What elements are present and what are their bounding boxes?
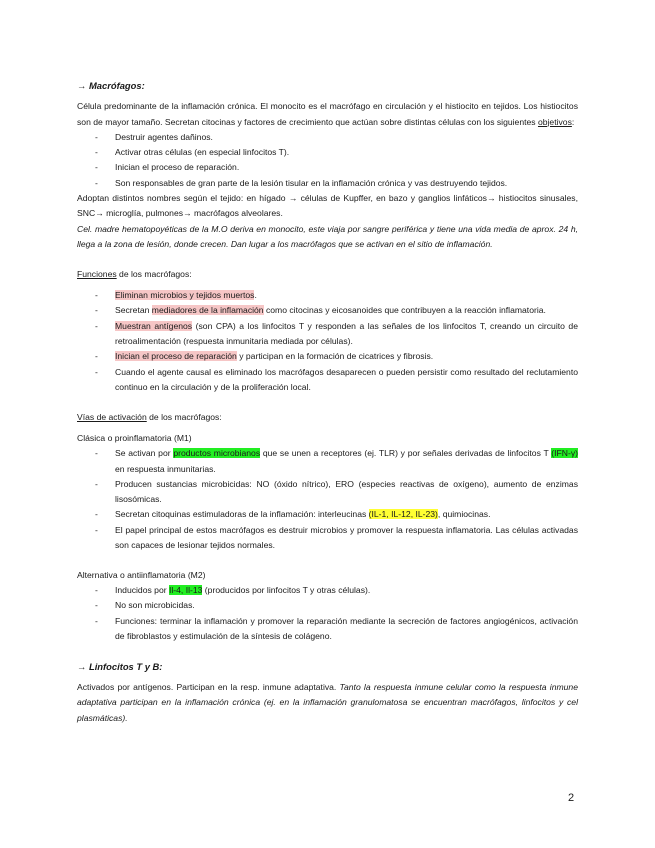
list-item: - Muestran antígenos (son CPA) a los linfocitos T y responden a las señales de los linfocitos T, creando un circuito de retroalimentación (respuesta inmunitaria mediada por células). [77,319,578,350]
list-item: - Inducidos por Il-4, Il-13 (producidos por linfocitos T y otras células). [77,583,578,598]
clasica-list [77,446,578,553]
alternativa-list [77,583,578,644]
list-item: - Son responsables de gran parte de la lesión tisular en la inflamación crónica y vas destruyendo tejidos. [77,176,578,191]
list-item: - Inician el proceso de reparación y participan en la formación de cicatrices y fibrosis. [77,349,578,364]
list-item: - Eliminan microbios y tejidos muertos. [77,288,578,303]
funciones-title: Funciones de los macrófagos: [77,268,192,279]
list-item: - El papel principal de estos macrófagos es destruir microbios y promover la respuesta inflamatoria. Las células activadas son capaces de lesionar tejidos normales. [77,523,578,554]
nombres-paragraph: Adoptan distintos nombres según el tejido: en hígado → células de Kupffer, en bazo y ganglios linfáticos→ histiocitos sinusales, SNC→ microglía, pulmones→ macrófagos alveolares. [77,193,578,219]
objetivos-list [77,130,578,191]
document-body [77,78,578,726]
list-item: - Activar otras células (en especial linfocitos T). [77,145,578,160]
list-item: - Secretan citoquinas estimuladoras de la inflamación: interleucinas (IL-1, IL-12, IL-23), quimiocinas. [77,507,578,522]
list-item: - Producen sustancias microbicidas: NO (óxido nítrico), ERO (especies reactivas de oxígeno), aumento de enzimas lisosómicas. [77,477,578,508]
linfocitos-heading: → Linfocitos T y B: [77,660,163,672]
list-item: - Secretan mediadores de la inflamación como citocinas y eicosanoides que contribuyen a la reacción inflamatoria. [77,303,578,318]
linfocitos-paragraph: Activados por antígenos. Participan en la resp. inmune adaptativa. Tanto la respuesta inmune celular como la respuesta inmune adaptativa participan en la inflamación crónica (ej. en la inflamación granulomatosa se encuentran macrófagos, linfocitos y cel plasmáticas). [77,682,578,723]
italic-note: Cel. madre hematopoyéticas de la M.O deriva en monocito, este viaja por sangre periférica y tiene una vida media de aprox. 24 h, llega a la zona de lesión, donde crecen. Dan lugar a los macrófagos que se activan en el sitio de inflamación. [77,223,578,249]
macrofagos-intro: Célula predominante de la inflamación crónica. El monocito es el macrófago en circulación y el histiocito en tejidos. Los histiocitos son de mayor tamaño. Secretan citocinas y factores de crecimiento que actúan sobre distintas células con los siguientes objetivos: [77,101,578,127]
list-item: - Cuando el agente causal es eliminado los macrófagos desaparecen o pueden persistir como resultado del reclutamiento continuo en la circulación y de la proliferación local. [77,365,578,396]
vias-title: Vías de activación de los macrófagos: [77,411,222,422]
list-item: - Destruir agentes dañinos. [77,130,578,145]
clasica-title: Clásica o proinflamatoria (M1) [77,432,192,443]
funciones-list [77,288,578,395]
macrofagos-heading: → Macrófagos: [77,80,145,91]
alternativa-title: Alternativa o antiinflamatoria (M2) [77,569,206,580]
list-item: - Inician el proceso de reparación. [77,160,578,175]
list-item: - No son microbicidas. [77,598,578,613]
list-item: - Funciones: terminar la inflamación y promover la reparación mediante la secreción de factores angiogénicos, activación de fibroblastos y estimulación de la síntesis de colágeno. [77,614,578,645]
page-number: 2 [568,792,575,804]
list-item: - Se activan por productos microbianos que se unen a receptores (ej. TLR) y por señales derivadas de linfocitos T (IFN-γ) en respuesta inmunitarias. [77,446,578,477]
